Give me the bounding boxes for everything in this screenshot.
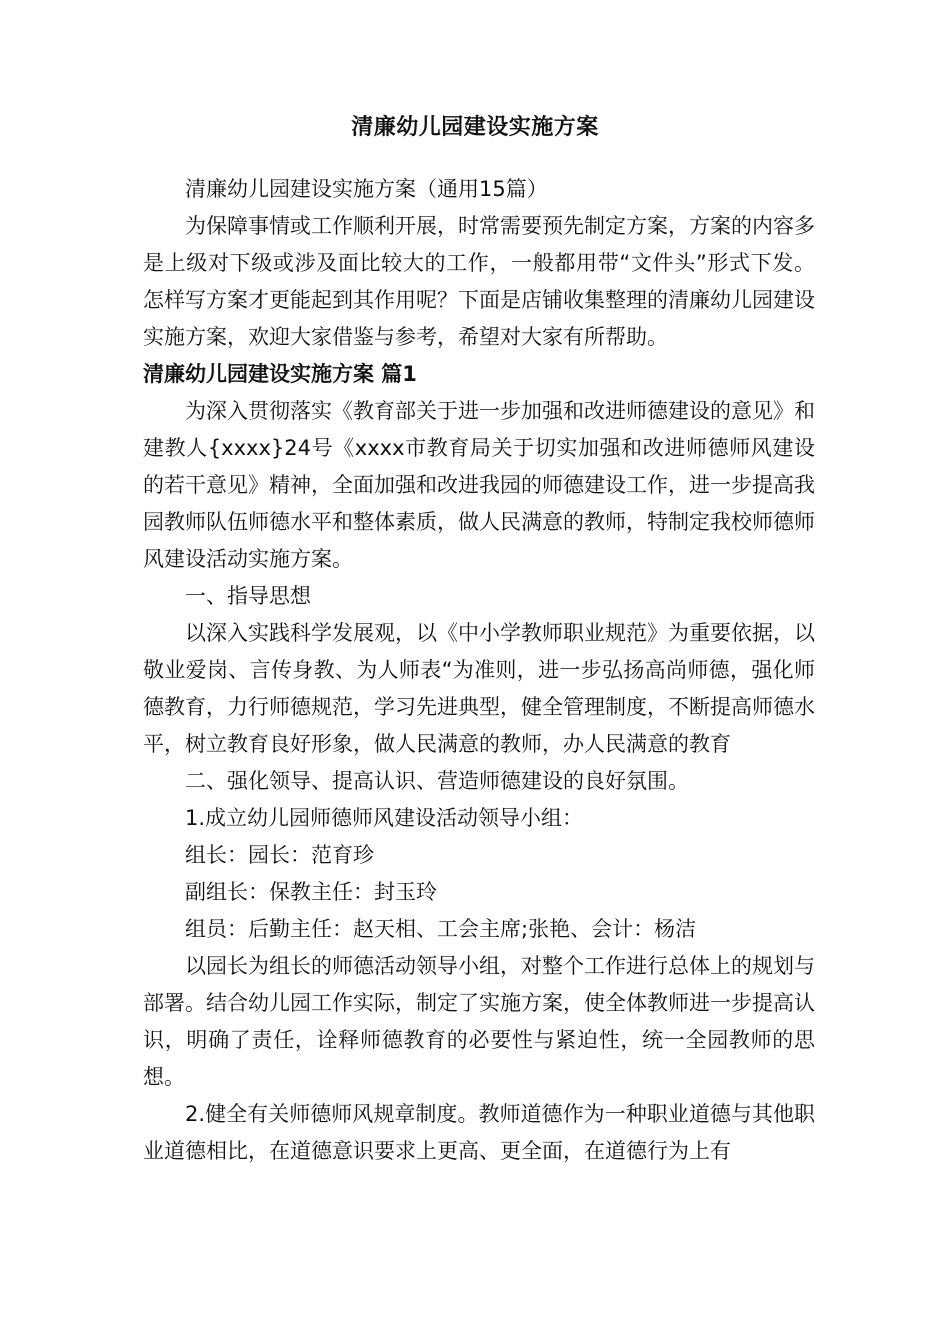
subsection-heading: 二、强化领导、提高认识、营造师德建设的良好氛围。 [185,769,689,793]
body-paragraph: 为深入贯彻落实《教育部关于进一步加强和改进师德建设的意见》和建教人{xxxx}24号《xxxx市教育局关于切实加强和改进师德师风建设的若干意见》精神，全面加强和改进我园的师德建设工作，进一步提高我园教师队伍师德水平和整体素质，做人民满意的教师，特制定我校师德师风建设活动实施方案。 [143,399,815,571]
list-item: 1.成立幼儿园师德师风建设活动领导小组： [185,806,584,830]
body-paragraph: 以园长为组长的师德活动领导小组，对整个工作进行总体上的规划与部署。结合幼儿园工作实际，制定了实施方案，使全体教师进一步提高认识，明确了责任，诠释师德教育的必要性与紧迫性，统一全园教师的思想。 [143,954,815,1089]
list-item: 组长：园长：范育珍 [185,843,374,867]
subsection-heading: 一、指导思想 [185,584,311,608]
document-title: 清廉幼儿园建设实施方案 [351,115,599,140]
list-item: 副组长：保教主任：封玉玲 [185,880,437,904]
subtitle-paragraph: 清廉幼儿园建设实施方案（通用15篇） [185,177,548,201]
body-paragraph: 2.健全有关师德师风规章制度。教师道德作为一种职业道德与其他职业道德相比，在道德意识要求上更高、更全面，在道德行为上有 [143,1102,815,1163]
body-paragraph: 以深入实践科学发展观，以《中小学教师职业规范》为重要依据，以敬业爱岗、言传身教、为人师表“为准则，进一步弘扬高尚师德，强化师德教育，力行师德规范，学习先进典型，健全管理制度，不断提高师德水平，树立教育良好形象，做人民满意的教师，办人民满意的教育 [143,621,815,756]
intro-paragraph: 为保障事情或工作顺利开展，时常需要预先制定方案，方案的内容多是上级对下级或涉及面比较大的工作，一般都用带“文件头”形式下发。怎样写方案才更能起到其作用呢？下面是店铺收集整理的清廉幼儿园建设实施方案，欢迎大家借鉴与参考，希望对大家有所帮助。 [143,214,815,349]
list-item: 组员：后勤主任：赵天相、工会主席;张艳、会计：杨洁 [185,917,697,941]
document-body [143,171,815,1170]
section-heading: 清廉幼儿园建设实施方案 篇1 [143,362,417,386]
